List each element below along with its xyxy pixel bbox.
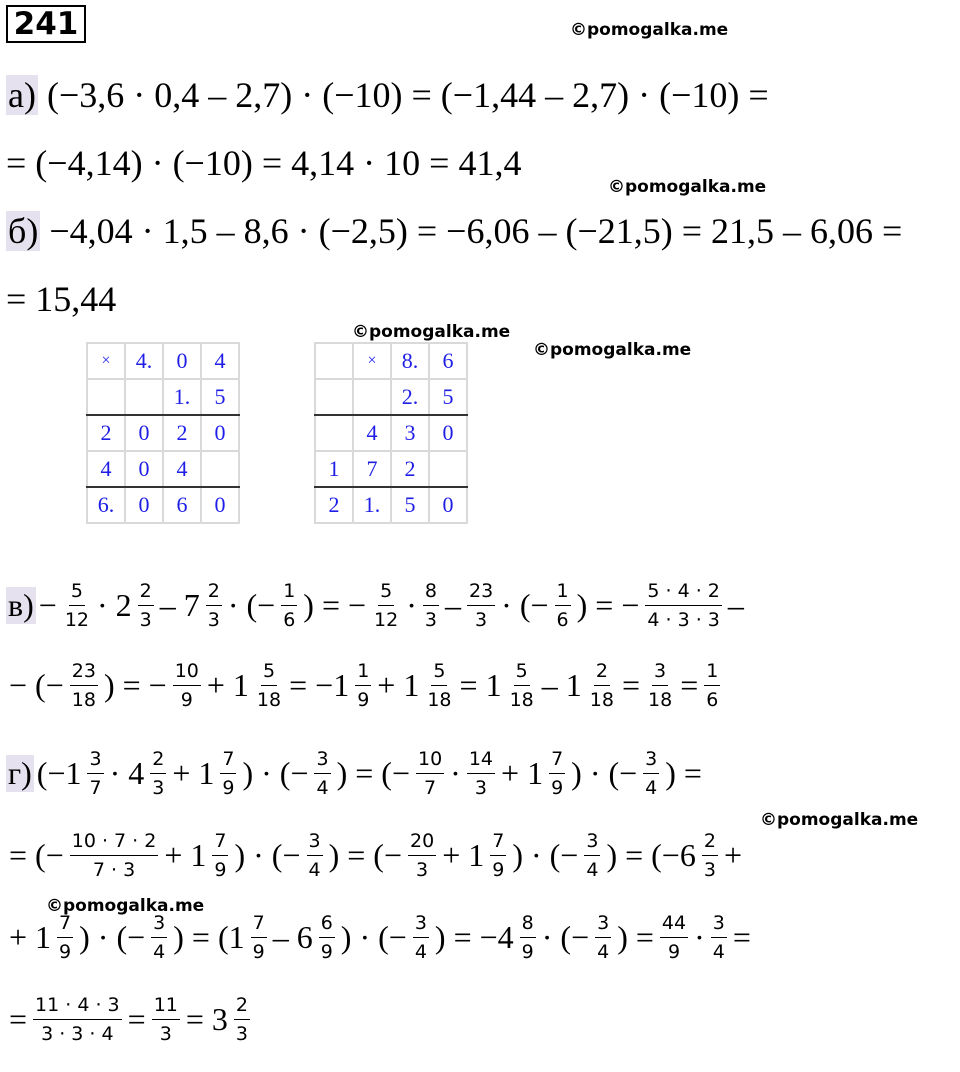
math-text: ) · (− [340,918,407,955]
math-text: ) = (− [336,754,410,791]
math-text: ) = −4 [434,918,514,955]
part-b-label: б) [8,211,39,251]
calc-table-2-wrap [314,342,468,524]
calc-table-multiplication-1 [86,342,240,524]
math-text: – 7 [159,586,200,623]
table-row [315,487,467,523]
fraction [584,829,600,882]
table-cell [315,343,353,379]
fraction-denominator: 6 [283,608,296,631]
fraction [704,659,720,712]
fraction-numerator: 10 [173,659,201,686]
fraction [70,659,98,712]
fraction-numerator: 10 · 7 · 2 [70,829,159,856]
table-cell: 2 [163,415,201,451]
fraction-denominator: 4 [316,776,329,799]
fraction-numerator: 3 [413,911,429,938]
table-row [87,451,239,487]
part-b-line-2: = 15,44 [6,279,117,319]
part-g-line-2 [6,820,754,890]
part-g-line-1 [6,738,754,808]
fraction-denominator: 4 [308,858,321,881]
fraction-denominator: 9 [521,940,534,963]
fraction-denominator: 9 [492,858,505,881]
fraction [307,829,323,882]
table-cell: 7 [353,451,391,487]
math-text: + 1 [206,666,249,703]
fraction-denominator: 4 [645,776,658,799]
fraction [33,993,122,1046]
fraction-denominator: 7 [89,776,102,799]
fraction-numerator: 1 [555,579,571,606]
math-text: = 1 [459,666,502,703]
fraction-numerator: 7 [220,747,236,774]
table-cell: 0 [125,451,163,487]
fraction-numerator: 3 [643,747,659,774]
part-a-line-1 [6,74,769,116]
fraction-numerator: 3 [314,747,330,774]
fraction-denominator: 7 · 3 [92,858,136,881]
math-text: + [723,836,742,873]
fraction-numerator: 5 [378,579,394,606]
fraction [425,659,453,712]
fraction-denominator: 9 [667,940,681,963]
fraction-numerator: 5 [261,659,277,686]
math-text: ) · (− [234,836,301,873]
table-cell: × [353,343,391,379]
fraction-numerator: 7 [490,829,506,856]
math-text: ) = (−6 [606,836,696,873]
table-cell [125,379,163,415]
fraction [467,747,495,800]
fraction-denominator: 18 [648,688,673,711]
math-text: (−1 [36,754,82,791]
fraction-denominator: 12 [64,608,89,631]
math-text: + 1 [164,836,207,873]
fraction-denominator: 9 [180,688,193,711]
table-cell: 4 [163,451,201,487]
fraction-numerator: 3 [87,747,103,774]
table-cell: 2 [87,415,125,451]
table-cell: 6. [87,487,125,523]
table-row [87,415,239,451]
math-text: = [680,666,699,703]
fraction-numerator: 7 [212,829,228,856]
fraction-denominator: 6 [706,688,719,711]
fraction-denominator: 18 [256,688,282,711]
watermark: ©pomogalka.me [760,810,919,830]
fraction-denominator: 3 · 3 · 4 [41,1022,114,1045]
fraction [87,747,103,800]
fraction-numerator: 2 [234,993,250,1020]
fraction-denominator: 6 [556,608,569,631]
fraction-numerator: 2 [206,579,222,606]
fraction-denominator: 18 [509,688,534,711]
table-cell: 6 [429,343,467,379]
math-text: − [38,586,57,623]
table-row [87,343,239,379]
fraction-numerator: 3 [151,911,167,938]
fraction [138,579,154,632]
math-text: ) = − [103,666,167,703]
fraction-numerator: 1 [281,579,297,606]
fraction-numerator: 3 [307,829,323,856]
math-text: + 1 [442,836,485,873]
fraction-denominator: 4 [414,940,427,963]
table-cell [201,451,239,487]
fraction-denominator: 9 [214,858,227,881]
math-text: ) · (− [512,836,579,873]
calc-table-1-wrap [86,342,240,524]
table-cell: 3 [391,415,429,451]
math-text: = [732,918,751,955]
fraction-numerator: 6 [319,911,335,938]
fraction-denominator: 18 [427,688,452,711]
fraction-denominator: 9 [252,940,265,963]
fraction [408,829,436,882]
fraction-numerator: 5 [514,659,530,686]
fraction-numerator: 2 [150,747,166,774]
fraction [255,659,283,712]
math-text: · 4 [109,754,145,791]
math-text: ) = (1 [173,918,245,955]
math-text: ) = − [303,586,367,623]
table-cell: 4. [125,343,163,379]
fraction [372,579,400,632]
table-cell: 5 [429,379,467,415]
math-text: = 3 [185,1000,228,1037]
table-cell: 5 [391,487,429,523]
math-text: – 1 [541,666,582,703]
fraction-denominator: 4 [712,940,725,963]
table-cell: 0 [125,415,163,451]
part-v [6,570,747,720]
fraction [467,579,495,632]
fraction-numerator: 2 [594,659,610,686]
math-text: · (− [501,586,549,623]
math-text: · (− [541,918,590,955]
fraction-numerator: 8 [520,911,536,938]
table-cell [315,379,353,415]
table-cell: 8. [391,343,429,379]
fraction-numerator: 7 [549,747,565,774]
table-cell [353,379,391,415]
fraction-numerator: 23 [467,579,495,606]
part-g-label: г) [8,754,32,791]
math-text: · [450,754,461,791]
fraction-numerator: 14 [467,747,495,774]
table-row [315,379,467,415]
watermark: ©pomogalka.me [533,340,692,360]
fraction-denominator: 9 [551,776,564,799]
fraction-numerator: 3 [711,911,727,938]
table-cell [87,379,125,415]
fraction-numerator: 2 [702,829,718,856]
math-text: ) = (− [328,836,402,873]
fraction [220,747,236,800]
fraction-numerator: 11 [152,993,180,1020]
part-b-line-1 [6,210,902,252]
fraction-denominator: 4 · 3 · 3 [647,608,720,631]
fraction [173,659,201,712]
fraction [416,747,444,800]
fraction [702,829,718,882]
fraction-denominator: 4 [597,940,610,963]
fraction-numerator: 5 [69,579,85,606]
table-cell: 0 [125,487,163,523]
fraction-numerator: 20 [408,829,436,856]
table-row [315,451,467,487]
part-a-expression: (−3,6 · 0,4 – 2,7) · (−10) = (−1,44 – 2,7) · (−10) = [46,75,769,115]
math-text: = [127,1000,146,1037]
fraction-numerator: 23 [70,659,98,686]
fraction-numerator: 5 [431,659,447,686]
fraction [150,747,166,800]
fraction-numerator: 10 [416,747,444,774]
table-cell: 0 [201,487,239,523]
fraction-numerator: 8 [423,579,439,606]
fraction-denominator: 3 [159,1022,172,1045]
math-text: = [621,666,640,703]
fraction [355,659,371,712]
fraction [151,911,167,964]
fraction [70,829,159,882]
fraction-numerator: 5 · 4 · 2 [645,579,722,606]
calc-table-multiplication-2 [314,342,468,524]
part-a-label: а) [8,75,36,115]
math-text: + 1 [501,754,544,791]
math-text: ) · (− [242,754,309,791]
table-row [315,415,467,451]
fraction [520,911,536,964]
part-b-expression: −4,04 · 1,5 – 8,6 · (−2,5) = −6,06 – (−21,5) = 21,5 – 6,06 = [49,211,903,251]
math-text: + 1 [172,754,215,791]
math-text: · [694,918,705,955]
fraction [413,911,429,964]
fraction-denominator: 3 [152,776,165,799]
math-text: − (− [9,666,64,703]
table-cell [429,451,467,487]
fraction-numerator: 44 [660,911,688,938]
table-row [315,343,467,379]
table-cell: 1. [353,487,391,523]
fraction [57,911,73,964]
table-cell: 4 [201,343,239,379]
fraction-denominator: 9 [357,688,370,711]
part-a-line-2: = (−4,14) · (−10) = 4,14 · 10 = 41,4 [6,143,522,183]
problem-number: 241 [6,5,86,43]
fraction-numerator: 11 · 4 · 3 [33,993,122,1020]
math-text: = −1 [289,666,350,703]
math-text: + 1 [377,666,420,703]
fraction [152,993,180,1046]
fraction-denominator: 3 [703,858,716,881]
math-text: ) = [617,918,654,955]
fraction-denominator: 3 [424,608,437,631]
math-text: ) = − [576,586,640,623]
part-v-line-1 [6,570,747,640]
fraction-denominator: 18 [589,688,614,711]
math-text: + 1 [9,918,52,955]
fraction [588,659,616,712]
math-text: · 2 [97,586,132,623]
fraction [212,829,228,882]
fraction [711,911,727,964]
fraction [251,911,267,964]
table-cell: 0 [429,415,467,451]
math-text: · [406,586,417,623]
fraction [206,579,222,632]
watermark: ©pomogalka.me [570,20,729,40]
fraction-denominator: 3 [235,1022,249,1045]
math-text: ) = [665,754,702,791]
fraction-numerator: 2 [138,579,154,606]
fraction [645,579,722,632]
fraction-numerator: 1 [355,659,371,686]
table-cell: 1. [163,379,201,415]
math-text: – [444,586,461,623]
watermark: ©pomogalka.me [352,322,511,342]
fraction-denominator: 18 [71,688,96,711]
math-text: – 6 [272,918,313,955]
table-cell: 2 [391,451,429,487]
fraction [643,747,659,800]
fraction [423,579,439,632]
fraction-denominator: 12 [374,608,399,631]
fraction-numerator: 3 [584,829,600,856]
table-cell: 2 [315,487,353,523]
fraction-denominator: 3 [207,608,220,631]
math-text: ) · (− [79,918,146,955]
table-cell: 4 [353,415,391,451]
fraction-numerator: 3 [652,659,668,686]
math-text: = [9,1000,28,1037]
table-cell: 0 [163,343,201,379]
table-row [87,379,239,415]
watermark: ©pomogalka.me [608,177,767,197]
fraction-denominator: 4 [153,940,166,963]
fraction-denominator: 7 [424,776,437,799]
part-v-label: в) [8,586,34,623]
fraction [319,911,335,964]
table-cell [315,415,353,451]
fraction-denominator: 9 [222,776,235,799]
fraction-numerator: 3 [595,911,611,938]
table-cell: 2. [391,379,429,415]
fraction-denominator: 3 [475,608,488,631]
fraction-denominator: 3 [139,608,152,631]
fraction [314,747,330,800]
math-text: – [727,586,744,623]
fraction-denominator: 4 [586,858,599,881]
math-text: ) · (− [571,754,638,791]
fraction [508,659,536,712]
fraction [234,993,250,1046]
table-cell: 0 [201,415,239,451]
fraction [595,911,611,964]
table-cell: 6 [163,487,201,523]
table-cell: 4 [87,451,125,487]
math-text: · (− [227,586,276,623]
table-cell: 5 [201,379,239,415]
fraction-numerator: 7 [57,911,73,938]
fraction [490,829,506,882]
part-g-line-4 [6,984,754,1054]
fraction-denominator: 3 [474,776,487,799]
table-cell: 1 [315,451,353,487]
fraction [549,747,565,800]
fraction-denominator: 9 [320,940,333,963]
fraction [660,911,688,964]
fraction [646,659,674,712]
fraction-denominator: 9 [59,940,72,963]
table-cell: × [87,343,125,379]
table-row [87,487,239,523]
fraction [281,579,297,632]
fraction-numerator: 1 [704,659,720,686]
watermark: ©pomogalka.me [46,896,205,916]
fraction [63,579,91,632]
math-text: = (− [9,836,64,873]
fraction-denominator: 3 [416,858,429,881]
fraction [555,579,571,632]
table-cell: 0 [429,487,467,523]
part-v-line-2 [6,650,747,720]
fraction-numerator: 7 [251,911,267,938]
